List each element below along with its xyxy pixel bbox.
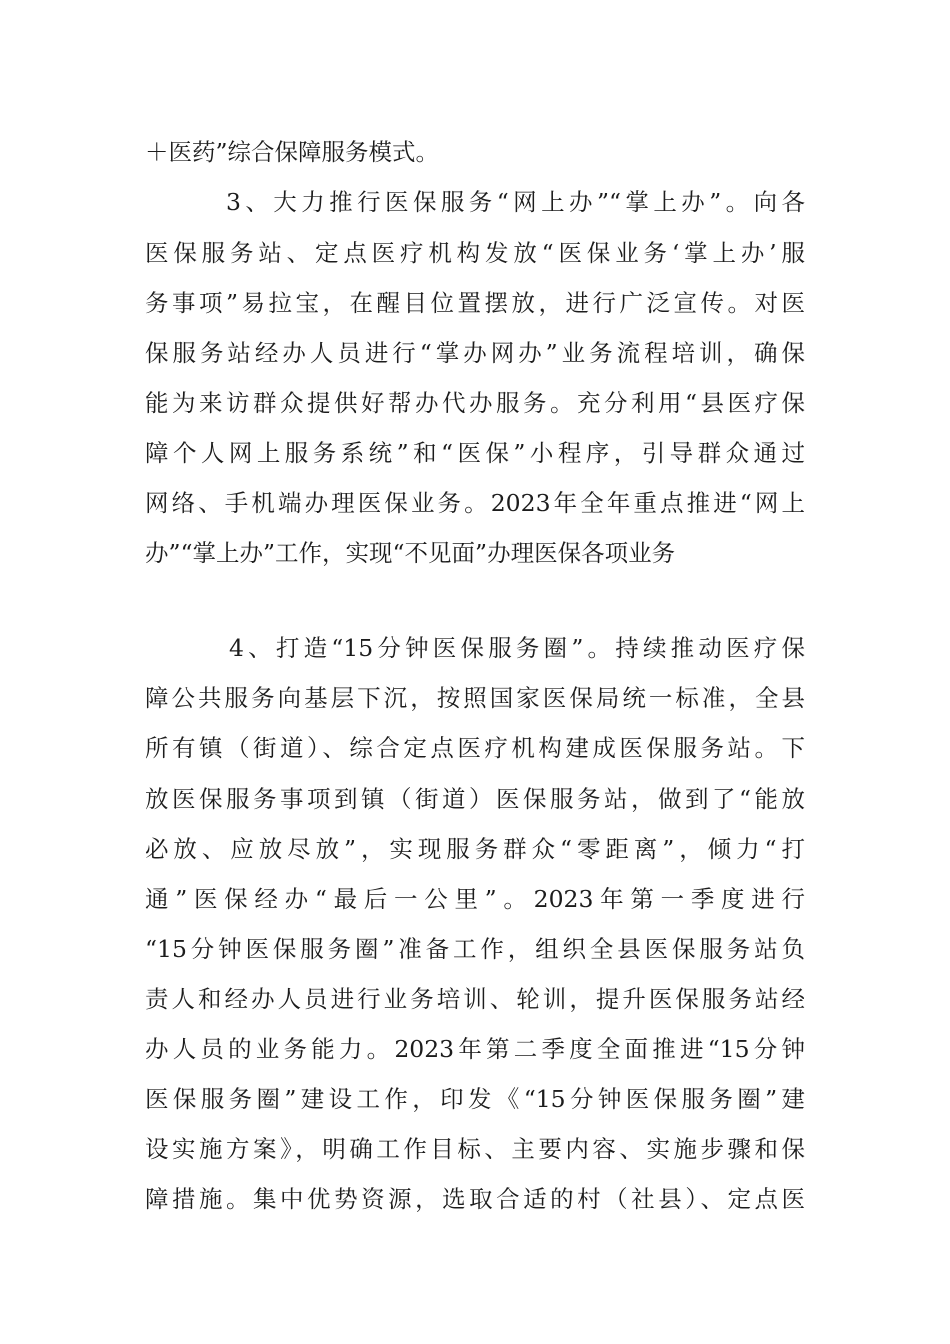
text-line: 网络、手机端办理医保业务。2023年全年重点推进“网上	[145, 489, 805, 517]
text-line: 障措施。集中优势资源，选取合适的村（社县）、定点医	[145, 1185, 805, 1213]
text-line: 医保服务站、定点医疗机构发放“医保业务‘掌上办’服	[145, 239, 805, 267]
text-line: 障公共服务向基层下沉，按照国家医保局统一标准，全县	[145, 684, 805, 712]
text-line: 责人和经办人员进行业务培训、轮训，提升医保服务站经	[145, 985, 805, 1013]
text-line: 务事项”易拉宝，在醒目位置摆放，进行广泛宣传。对医	[145, 289, 805, 317]
text-line: 所有镇（街道）、综合定点医疗机构建成医保服务站。下	[145, 734, 805, 762]
text-line: “15分钟医保服务圈”准备工作，组织全县医保服务站负	[145, 935, 805, 963]
text-line: 办人员的业务能力。2023年第二季度全面推进“15分钟	[145, 1035, 805, 1063]
text-line: 设实施方案》，明确工作目标、主要内容、实施步骤和保	[145, 1135, 805, 1163]
text-line: 障个人网上服务系统”和“医保”小程序，引导群众通过	[145, 439, 805, 467]
text-line: 能为来访群众提供好帮办代办服务。充分利用“县医疗保	[145, 389, 805, 417]
text-line: 3、大力推行医保服务“网上办”“掌上办”。向各	[226, 188, 805, 216]
text-line: 通”医保经办“最后一公里”。2023年第一季度进行	[145, 885, 805, 913]
text-line: 办”“掌上办”工作，实现“不见面”办理医保各项业务	[145, 539, 676, 567]
text-line: 4、打造“15分钟医保服务圈”。持续推动医疗保	[229, 634, 805, 662]
text-line: 医保服务圈”建设工作，印发《“15分钟医保服务圈”建	[145, 1085, 805, 1113]
text-line: 保服务站经办人员进行“掌办网办”业务流程培训，确保	[145, 339, 805, 367]
text-line: ＋医药”综合保障服务模式。	[145, 138, 440, 166]
text-line: 必放、应放尽放”，实现服务群众“零距离”，倾力“打	[145, 835, 805, 863]
text-line: 放医保服务事项到镇（街道）医保服务站，做到了“能放	[145, 785, 805, 813]
